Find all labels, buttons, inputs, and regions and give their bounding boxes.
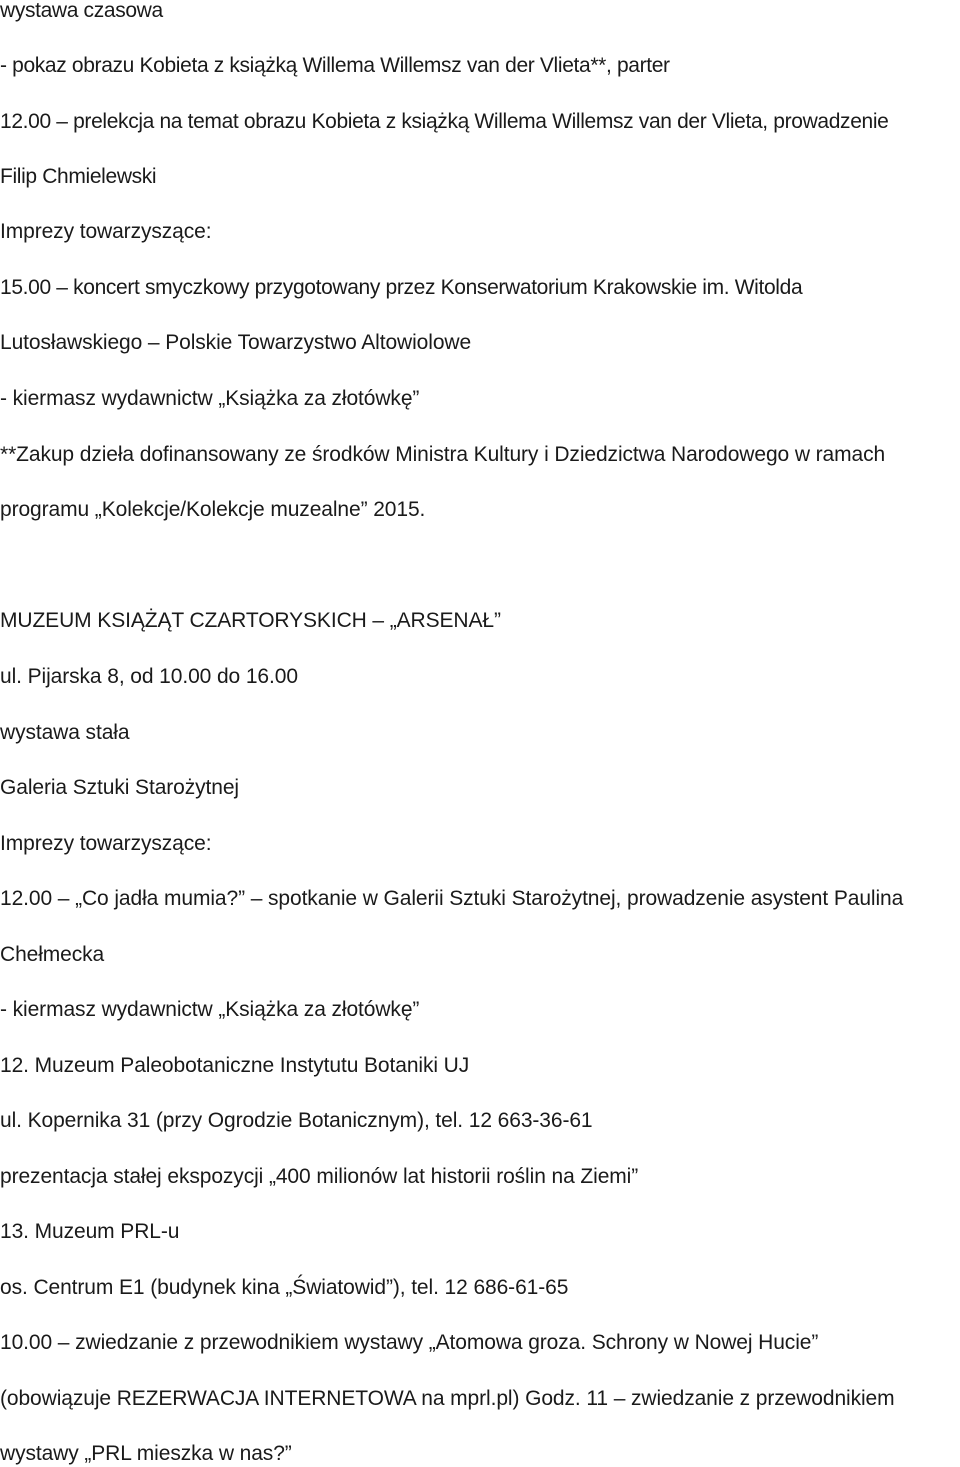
text-line: - kiermasz wydawnictw „Książka za złotówkę” (0, 998, 420, 1021)
text-line: 12.00 – „Co jadła mumia?” – spotkanie w Galerii Sztuki Starożytnej, prowadzenie asystent Paulina (0, 887, 904, 910)
text-line: - pokaz obrazu Kobieta z książką Willema Willemsz van der Vlieta**, parter (0, 54, 670, 77)
text-line: programu „Kolekcje/Kolekcje muzealne” 2015. (0, 498, 426, 521)
text-line: - kiermasz wydawnictw „Książka za złotówkę” (0, 387, 420, 410)
text-line: 13. Muzeum PRL-u (0, 1220, 180, 1243)
text-line: 12.00 – prelekcja na temat obrazu Kobieta z książką Willema Willemsz van der Vlieta, prowadzenie (0, 110, 889, 133)
text-line: os. Centrum E1 (budynek kina „Światowid”), tel. 12 686-61-65 (0, 1276, 569, 1299)
section-heading: MUZEUM KSIĄŻĄT CZARTORYSKICH – „ARSENAŁ” (0, 609, 501, 632)
text-line: wystawa czasowa (0, 0, 163, 22)
text-line: ul. Kopernika 31 (przy Ogrodzie Botanicznym), tel. 12 663-36-61 (0, 1109, 593, 1132)
text-line: ul. Pijarska 8, od 10.00 do 16.00 (0, 665, 298, 688)
text-line: 15.00 – koncert smyczkowy przygotowany przez Konserwatorium Krakowskie im. Witolda (0, 276, 803, 299)
text-line: 12. Muzeum Paleobotaniczne Instytutu Botaniki UJ (0, 1054, 470, 1077)
text-line: Galeria Sztuki Starożytnej (0, 776, 240, 799)
text-line: Imprezy towarzyszące: (0, 832, 212, 855)
text-line: 10.00 – zwiedzanie z przewodnikiem wystawy „Atomowa groza. Schrony w Nowej Hucie” (0, 1331, 819, 1354)
text-line: Chełmecka (0, 943, 105, 966)
text-line: **Zakup dzieła dofinansowany ze środków Ministra Kultury i Dziedzictwa Narodowego w ramach (0, 443, 886, 466)
text-line: prezentacja stałej ekspozycji „400 milionów lat historii roślin na Ziemi” (0, 1165, 639, 1188)
text-line: wystawa stała (0, 721, 130, 744)
text-line: Lutosławskiego – Polskie Towarzystwo Altowiolowe (0, 331, 472, 354)
text-line: wystawy „PRL mieszka w nas?” (0, 1442, 292, 1465)
text-line: Imprezy towarzyszące: (0, 220, 212, 243)
text-line: Filip Chmielewski (0, 165, 157, 188)
text-line: (obowiązuje REZERWACJA INTERNETOWA na mprl.pl) Godz. 11 – zwiedzanie z przewodnikiem (0, 1387, 895, 1410)
